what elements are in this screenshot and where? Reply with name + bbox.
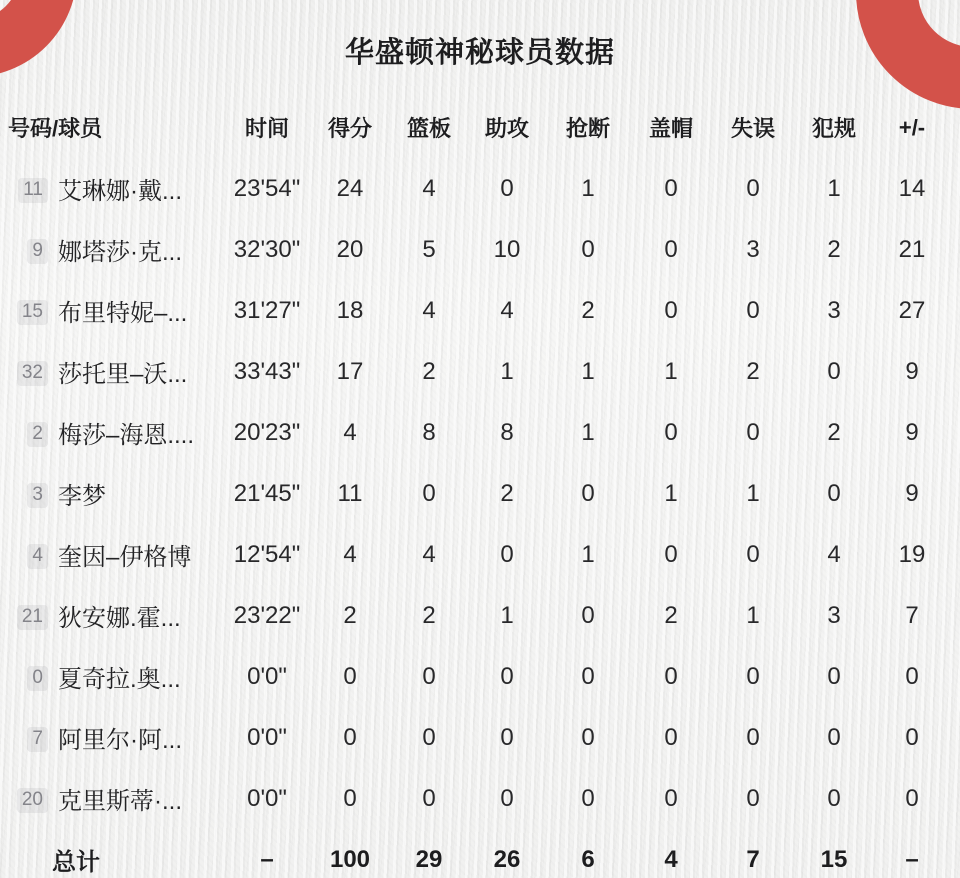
stat-assists: 0 xyxy=(500,784,514,812)
stat-blocks: 1 xyxy=(664,479,678,507)
stat-steals: 0 xyxy=(581,662,595,690)
player-row[interactable] xyxy=(8,463,958,524)
stat-assists: 10 xyxy=(493,235,521,263)
jersey-number-badge: 11 xyxy=(18,178,48,203)
jersey-number-cell xyxy=(8,784,52,813)
stat-turnovers: 0 xyxy=(746,418,760,446)
total-turnovers: 7 xyxy=(746,845,760,873)
jersey-number-cell xyxy=(8,723,52,752)
stat-plus-minus: 19 xyxy=(898,540,926,568)
stat-fouls: 4 xyxy=(827,540,841,568)
jersey-number-badge: 2 xyxy=(27,422,48,447)
player-name: 阿里尔·阿... xyxy=(58,727,182,754)
player-row[interactable] xyxy=(8,524,958,585)
total-points: 100 xyxy=(329,845,371,873)
stat-turnovers: 0 xyxy=(746,784,760,812)
player-name: 娜塔莎·克... xyxy=(58,239,182,266)
stat-fouls: 3 xyxy=(827,296,841,324)
jersey-number-badge: 20 xyxy=(17,788,48,813)
stat-points: 4 xyxy=(343,418,357,446)
stat-turnovers: 2 xyxy=(746,357,760,385)
stat-steals: 1 xyxy=(581,174,595,202)
stat-plus-minus: 0 xyxy=(905,662,919,690)
stat-plus-minus: 9 xyxy=(905,479,919,507)
totals-row xyxy=(8,829,958,878)
stat-points: 11 xyxy=(337,479,363,507)
stat-turnovers: 0 xyxy=(746,540,760,568)
stat-blocks: 0 xyxy=(664,662,678,690)
stat-blocks: 2 xyxy=(664,601,678,629)
stat-blocks: 0 xyxy=(664,723,678,751)
stat-fouls: 2 xyxy=(827,235,841,263)
stat-rebounds: 4 xyxy=(422,296,436,324)
stat-rebounds: 0 xyxy=(422,723,436,751)
jersey-number-badge: 0 xyxy=(27,666,48,691)
header-points: 得分 xyxy=(327,116,372,141)
stat-assists: 2 xyxy=(500,479,514,507)
stat-rebounds: 2 xyxy=(422,357,436,385)
header-rebounds: 篮板 xyxy=(406,116,451,141)
stat-rebounds: 8 xyxy=(422,418,436,446)
stat-steals: 1 xyxy=(581,540,595,568)
stat-plus-minus: 7 xyxy=(905,601,919,629)
stat-turnovers: 0 xyxy=(746,723,760,751)
player-name: 奎因–伊格博 xyxy=(58,544,192,571)
stat-rebounds: 4 xyxy=(422,540,436,568)
stat-rebounds: 4 xyxy=(422,174,436,202)
jersey-number-cell xyxy=(8,418,52,447)
player-name: 狄安娜.霍... xyxy=(58,605,181,632)
stat-steals: 2 xyxy=(581,296,595,324)
stat-blocks: 0 xyxy=(664,296,678,324)
totals-label: 总计 xyxy=(52,849,100,876)
stat-assists: 0 xyxy=(500,723,514,751)
jersey-number-badge: 32 xyxy=(17,361,48,386)
player-row[interactable] xyxy=(8,768,958,829)
stat-turnovers: 0 xyxy=(746,296,760,324)
stat-time: 33'43" xyxy=(233,357,301,385)
jersey-number-cell xyxy=(8,540,52,569)
header-steals: 抢断 xyxy=(565,116,610,141)
stat-blocks: 0 xyxy=(664,418,678,446)
player-row[interactable] xyxy=(8,219,958,280)
stat-assists: 1 xyxy=(500,357,514,385)
stat-plus-minus: 14 xyxy=(898,174,926,202)
player-row[interactable] xyxy=(8,585,958,646)
stat-plus-minus: 0 xyxy=(905,723,919,751)
stat-assists: 0 xyxy=(500,540,514,568)
stat-turnovers: 0 xyxy=(746,174,760,202)
stat-time: 0'0" xyxy=(247,662,287,690)
stat-turnovers: 1 xyxy=(746,479,760,507)
stat-steals: 0 xyxy=(581,601,595,629)
header-time: 时间 xyxy=(244,116,289,141)
jersey-number-cell xyxy=(8,357,52,386)
jersey-number-cell xyxy=(8,174,52,203)
stat-blocks: 1 xyxy=(664,357,678,385)
player-row[interactable] xyxy=(8,158,958,219)
stat-fouls: 0 xyxy=(827,723,841,751)
jersey-number-badge: 15 xyxy=(17,300,48,325)
stat-plus-minus: 27 xyxy=(898,296,926,324)
stat-plus-minus: 9 xyxy=(905,418,919,446)
total-plus-minus: – xyxy=(905,845,919,873)
stat-points: 2 xyxy=(343,601,357,629)
player-row[interactable] xyxy=(8,402,958,463)
jersey-number-cell xyxy=(8,235,52,264)
header-plus-minus: +/- xyxy=(898,114,926,140)
stat-turnovers: 1 xyxy=(746,601,760,629)
jersey-number-badge: 3 xyxy=(27,483,48,508)
jersey-number-cell xyxy=(8,479,52,508)
stat-assists: 4 xyxy=(500,296,514,324)
stat-points: 20 xyxy=(336,235,364,263)
stat-plus-minus: 21 xyxy=(898,235,926,263)
stat-points: 4 xyxy=(343,540,357,568)
jersey-number-cell xyxy=(8,296,52,325)
jersey-number-cell xyxy=(8,662,52,691)
total-fouls: 15 xyxy=(820,845,848,873)
jersey-number-badge: 21 xyxy=(17,605,48,630)
stat-assists: 0 xyxy=(500,662,514,690)
stat-steals: 0 xyxy=(581,723,595,751)
table-header-row xyxy=(8,97,958,158)
stat-time: 23'54" xyxy=(233,174,301,202)
jersey-number-badge: 4 xyxy=(27,544,48,569)
total-time: – xyxy=(260,845,274,873)
stat-turnovers: 3 xyxy=(746,235,760,263)
stat-fouls: 0 xyxy=(827,784,841,812)
stat-blocks: 0 xyxy=(664,235,678,263)
total-steals: 6 xyxy=(581,845,595,873)
stat-assists: 0 xyxy=(500,174,514,202)
header-number-player: 号码/球员 xyxy=(8,116,103,141)
stat-time: 21'45" xyxy=(233,479,301,507)
player-row[interactable] xyxy=(8,341,958,402)
stat-assists: 1 xyxy=(500,601,514,629)
stat-fouls: 2 xyxy=(827,418,841,446)
stat-time: 20'23" xyxy=(233,418,301,446)
header-turnovers: 失误 xyxy=(730,116,775,141)
player-name: 李梦 xyxy=(58,483,106,510)
stat-fouls: 0 xyxy=(827,357,841,385)
stat-steals: 0 xyxy=(581,784,595,812)
stat-points: 0 xyxy=(343,723,357,751)
header-assists: 助攻 xyxy=(484,116,529,141)
player-name: 布里特妮–... xyxy=(58,300,188,327)
stat-turnovers: 0 xyxy=(746,662,760,690)
stat-time: 31'27" xyxy=(233,296,301,324)
player-row[interactable] xyxy=(8,280,958,341)
stat-steals: 0 xyxy=(581,235,595,263)
stat-blocks: 0 xyxy=(664,784,678,812)
player-row[interactable] xyxy=(8,707,958,768)
stat-points: 0 xyxy=(343,662,357,690)
player-stats-table xyxy=(8,97,958,878)
stat-points: 17 xyxy=(336,357,364,385)
stat-steals: 1 xyxy=(581,418,595,446)
stat-time: 12'54" xyxy=(233,540,301,568)
stat-rebounds: 0 xyxy=(422,662,436,690)
stat-fouls: 0 xyxy=(827,479,841,507)
stat-plus-minus: 0 xyxy=(905,784,919,812)
jersey-number-cell xyxy=(8,601,52,630)
stat-time: 32'30" xyxy=(233,235,301,263)
stat-rebounds: 0 xyxy=(422,479,436,507)
player-name: 梅莎–海恩.... xyxy=(58,422,195,449)
jersey-number-badge: 7 xyxy=(27,727,48,752)
stat-steals: 0 xyxy=(581,479,595,507)
page-title: 华盛顿神秘球员数据 xyxy=(344,37,615,69)
player-name: 艾琳娜·戴... xyxy=(58,178,182,205)
stat-fouls: 3 xyxy=(827,601,841,629)
stat-points: 0 xyxy=(343,784,357,812)
player-name: 莎托里–沃... xyxy=(58,361,188,388)
jersey-number-badge: 9 xyxy=(27,239,48,264)
header-blocks: 盖帽 xyxy=(648,116,693,141)
total-blocks: 4 xyxy=(664,845,678,873)
total-assists: 26 xyxy=(493,845,521,873)
player-name: 克里斯蒂·... xyxy=(58,788,182,815)
stat-rebounds: 0 xyxy=(422,784,436,812)
header-fouls: 犯规 xyxy=(811,116,856,141)
stat-fouls: 1 xyxy=(827,174,841,202)
stat-points: 18 xyxy=(336,296,364,324)
total-rebounds: 29 xyxy=(415,845,443,873)
stat-fouls: 0 xyxy=(827,662,841,690)
stat-blocks: 0 xyxy=(664,174,678,202)
player-row[interactable] xyxy=(8,646,958,707)
stat-steals: 1 xyxy=(581,357,595,385)
stat-time: 0'0" xyxy=(247,723,287,751)
player-name: 夏奇拉.奥... xyxy=(58,666,181,693)
stat-time: 0'0" xyxy=(247,784,287,812)
stat-rebounds: 2 xyxy=(422,601,436,629)
stat-points: 24 xyxy=(336,174,364,202)
stat-blocks: 0 xyxy=(664,540,678,568)
table-body xyxy=(8,158,958,829)
stat-assists: 8 xyxy=(500,418,514,446)
stat-time: 23'22" xyxy=(233,601,301,629)
stat-plus-minus: 9 xyxy=(905,357,919,385)
stat-rebounds: 5 xyxy=(422,235,436,263)
